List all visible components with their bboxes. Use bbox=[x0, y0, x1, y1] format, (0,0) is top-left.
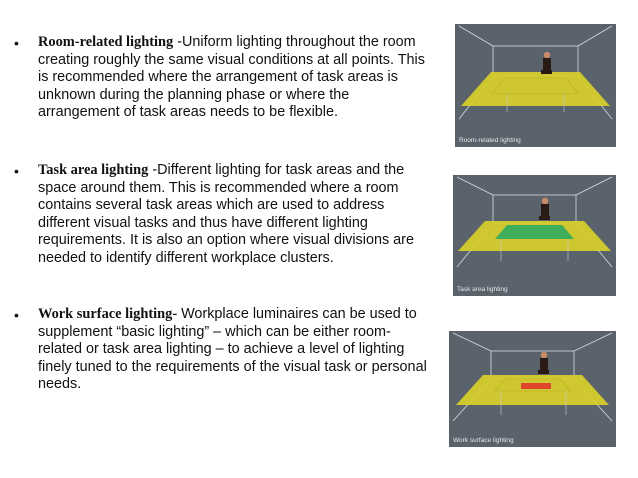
task-area bbox=[495, 225, 574, 239]
bullet-text: Workplace luminaires can be used to supplement “basic lighting” – which can be either room-related or task area lighting – to achieve a level of lighting finely tuned to the requirements of the visual task or personal needs. bbox=[38, 306, 427, 393]
room-illustration bbox=[455, 24, 616, 147]
bullet-term: Room-related lighting bbox=[38, 34, 174, 50]
bullet-marker: • bbox=[14, 163, 19, 179]
image-caption: Task area lighting bbox=[457, 286, 508, 293]
lit-floor-area bbox=[456, 375, 609, 405]
lit-floor-area bbox=[461, 72, 610, 106]
room-illustration bbox=[449, 331, 616, 447]
person bbox=[541, 52, 552, 74]
room-illustration bbox=[453, 175, 616, 296]
person bbox=[539, 198, 550, 220]
bullet-text: -Uniform lighting throughout the room creating roughly the same visual conditions at all points. This is recommended where the arrangement of task areas is unknown during the planning phase or where the arrangement of task areas needs to be flexible. bbox=[38, 34, 425, 121]
bullet-text: -Different lighting for task areas and the space around them. This is recommended where a room contains several task areas which are used to address different visual tasks and thus have different lighting requirements. It is also an option where visual divisions are needed to identify different workplace clusters. bbox=[38, 162, 414, 266]
bullet-marker: • bbox=[14, 35, 19, 51]
image-caption: Room-related lighting bbox=[459, 137, 521, 144]
image-caption: Work surface lighting bbox=[453, 437, 514, 444]
bullet-term: Task area lighting bbox=[38, 162, 149, 178]
work-surface-lighting-image bbox=[449, 331, 616, 447]
person bbox=[538, 352, 549, 374]
task-area-lighting-image bbox=[453, 175, 616, 296]
bullet-term: Work surface lighting- bbox=[38, 306, 178, 322]
work-surface bbox=[521, 383, 551, 389]
room-related-lighting-image bbox=[455, 24, 616, 147]
bullet-marker: • bbox=[14, 307, 19, 323]
